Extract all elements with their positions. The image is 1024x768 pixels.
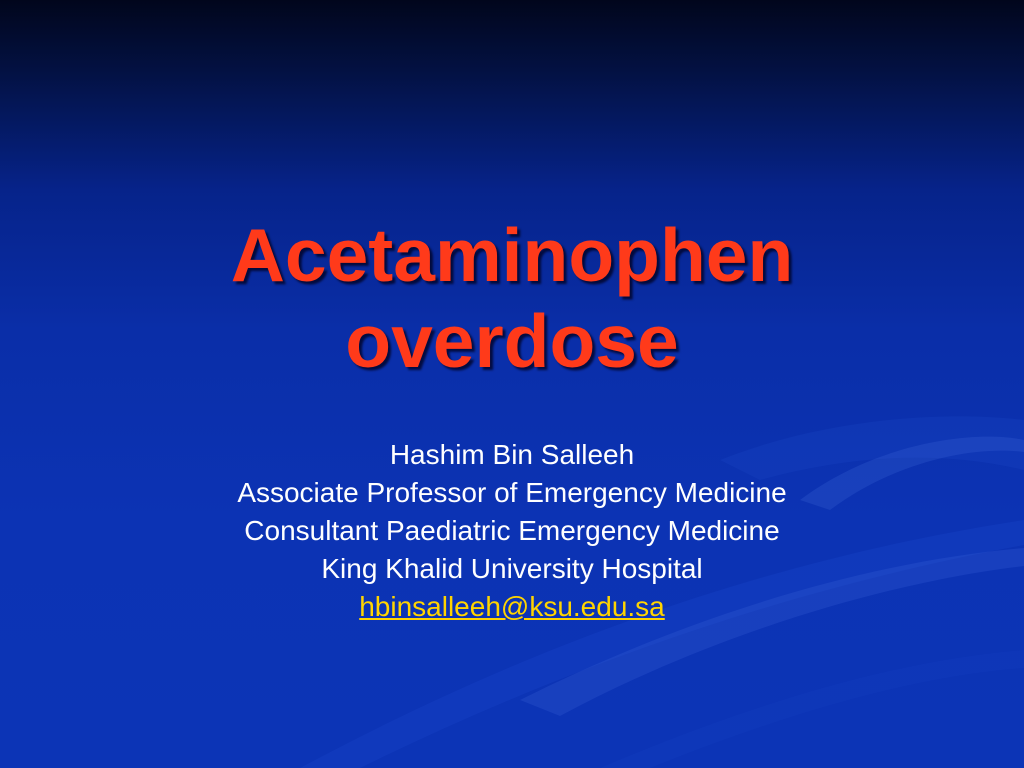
title-line-1: Acetaminophen — [230, 213, 794, 297]
author-institution: King Khalid University Hospital — [321, 553, 703, 584]
email-link[interactable]: hbinsalleeh@ksu.edu.sa — [359, 591, 665, 622]
title-line-2: overdose — [345, 299, 679, 383]
author-name: Hashim Bin Salleeh — [389, 439, 635, 470]
author-position-1: Associate Professor of Emergency Medicine — [237, 477, 787, 508]
author-position-2: Consultant Paediatric Emergency Medicine — [244, 515, 780, 546]
slide-title — [0, 212, 1024, 384]
author-info — [0, 436, 1024, 626]
author-email-line — [0, 588, 1024, 626]
